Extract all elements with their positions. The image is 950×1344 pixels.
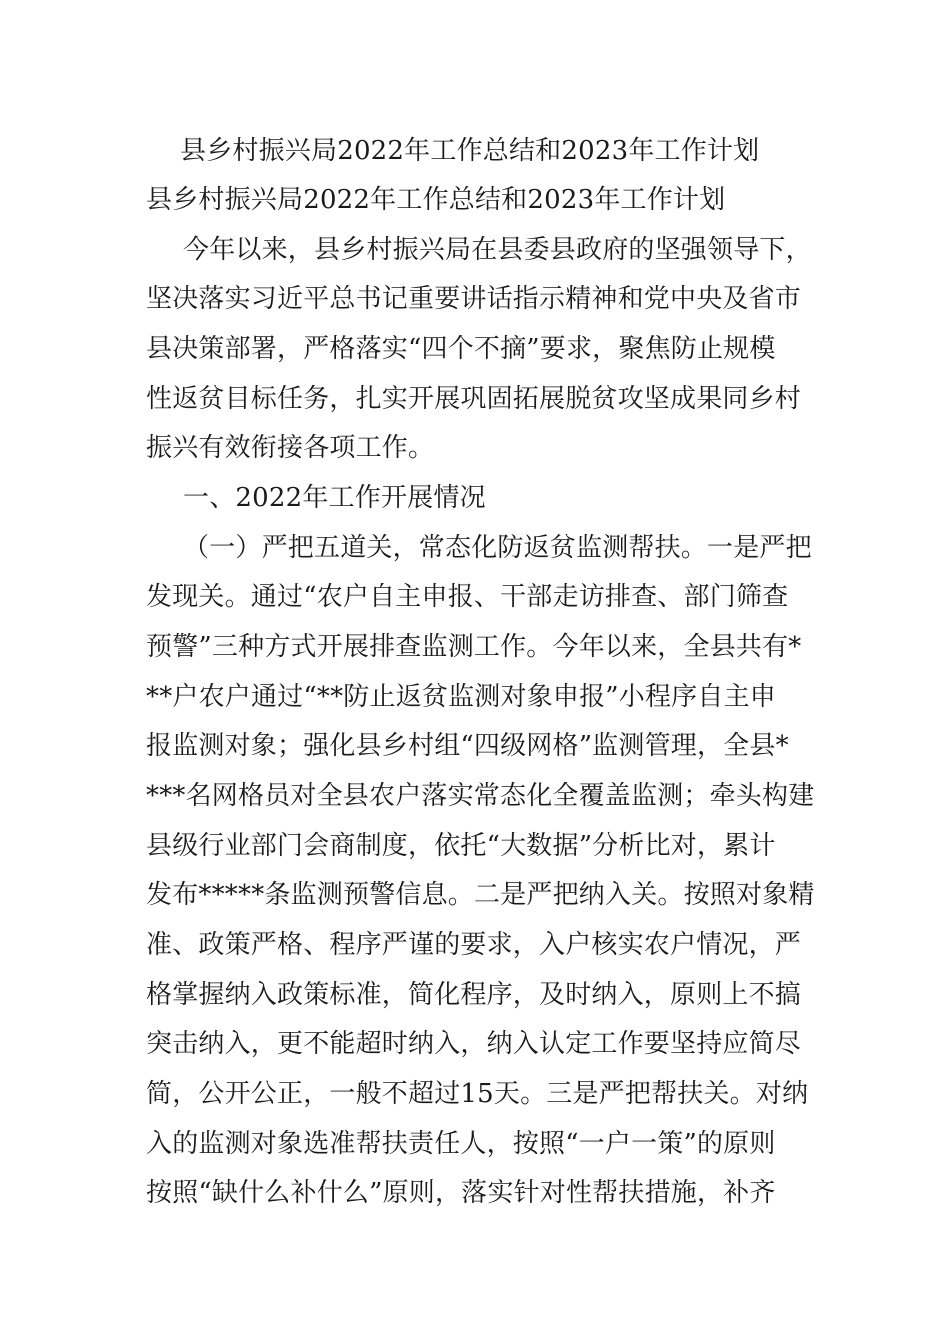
body-line: 入的监测对象选准帮扶责任人，按照“一户一策”的原则 [146, 1129, 776, 1159]
section-heading: 一、2022年工作开展情况 [183, 483, 486, 513]
body-line: 预警”三种方式开展排查监测工作。今年以来，全县共有* [146, 632, 802, 662]
body-line: 县级行业部门会商制度，依托“大数据”分析比对，累计 [146, 831, 776, 861]
body-line: 发布*****条监测预警信息。二是严把纳入关。按照对象精 [146, 880, 815, 910]
body-line: 县决策部署，严格落实“四个不摘”要求，聚焦防止规模 [146, 334, 776, 364]
body-line: 发现关。通过“农户自主申报、干部走访排查、部门筛查 [146, 582, 789, 612]
body-line: 性返贫目标任务，扎实开展巩固拓展脱贫攻坚成果同乡村 [146, 384, 802, 414]
body-line: 按照“缺什么补什么”原则，落实针对性帮扶措施，补齐 [146, 1178, 776, 1208]
body-line: 格掌握纳入政策标准，简化程序，及时纳入，原则上不搞 [146, 980, 802, 1010]
title-line-2: 县乡村振兴局2022年工作总结和2023年工作计划 [146, 185, 726, 215]
body-line: 准、政策严格、程序严谨的要求，入户核实农户情况，严 [146, 930, 802, 960]
body-line: 简，公开公正，一般不超过15天。三是严把帮扶关。对纳 [146, 1079, 809, 1109]
title-line-1: 县乡村振兴局2022年工作总结和2023年工作计划 [180, 136, 760, 166]
body-line: 突击纳入，更不能超时纳入，纳入认定工作要坚持应简尽 [146, 1029, 802, 1059]
body-line: 坚决落实习近平总书记重要讲话指示精神和党中央及省市 [146, 284, 802, 314]
body-line: **户农户通过“**防止返贫监测对象申报”小程序自主申 [146, 682, 776, 712]
body-line: ***名网格员对全县农户落实常态化全覆盖监测；牵头构建 [146, 781, 815, 811]
body-line: 报监测对象；强化县乡村组“四级网格”监测管理，全县* [146, 731, 789, 761]
body-line: 振兴有效衔接各项工作。 [146, 433, 435, 463]
body-line: 今年以来，县乡村振兴局在县委县政府的坚强领导下， [183, 235, 812, 265]
body-line: （一）严把五道关，常态化防返贫监测帮扶。一是严把 [183, 533, 812, 563]
